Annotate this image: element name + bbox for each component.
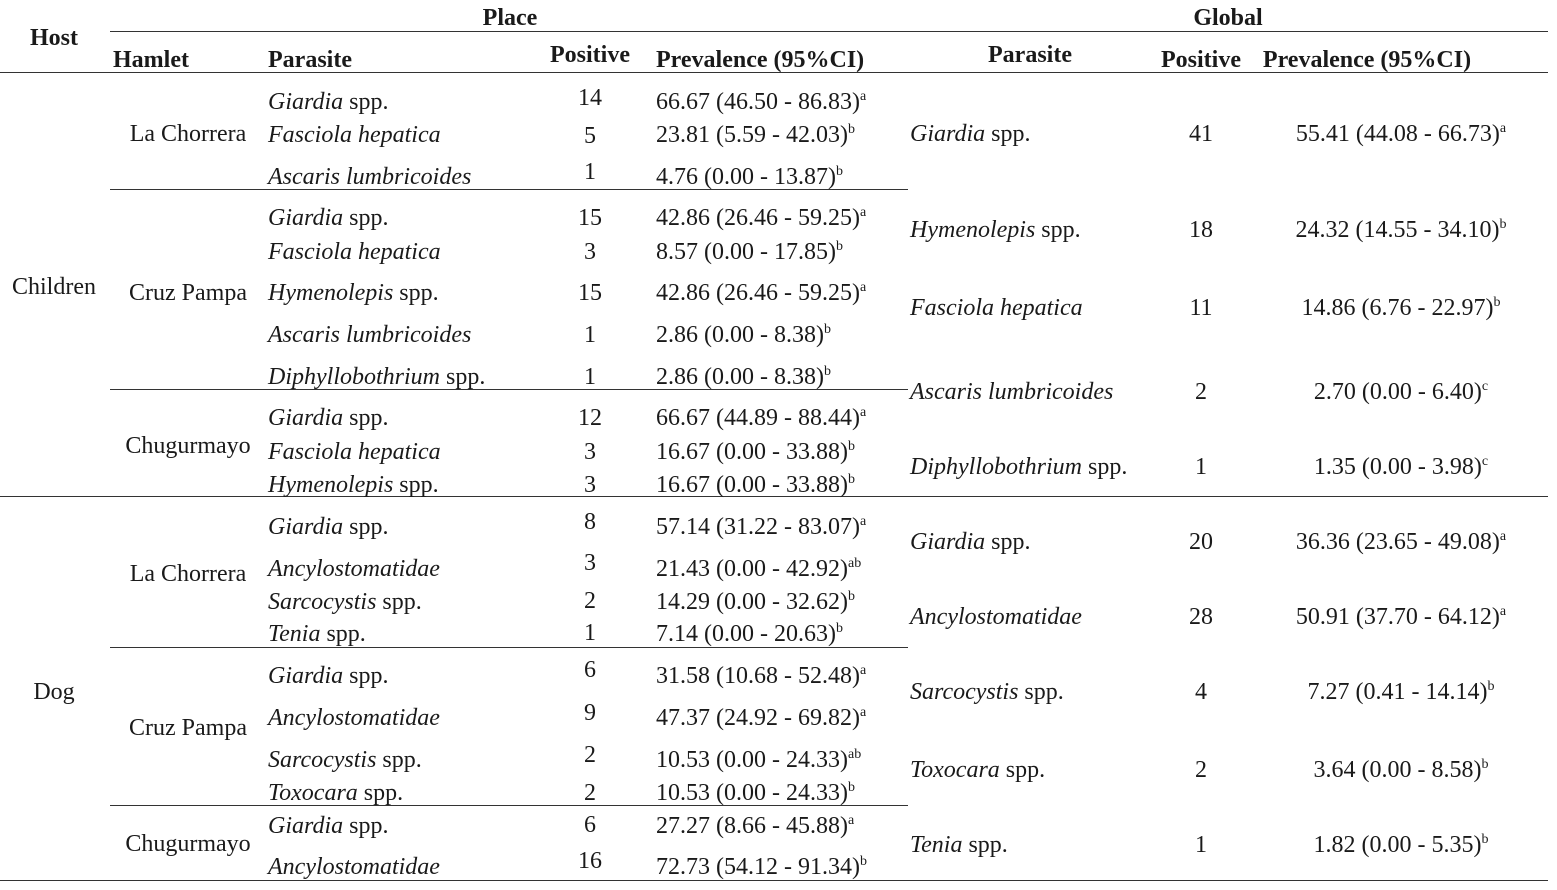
significance-letter: b [1493,295,1501,310]
significance-letter: b [823,322,831,337]
parasite-suffix: spp. [393,472,439,498]
parasite-name: Giardia [910,121,986,147]
parasite-suffix: spp. [1035,217,1081,243]
prevalence-value: 42.86 (26.46 - 59.25) [656,280,860,306]
header-positive: Positive [550,42,630,68]
positive-count: 3 [584,239,596,265]
prevalence-cell [656,622,843,646]
global-positive-count: 2 [1195,379,1207,405]
positive-count: 3 [584,439,596,465]
prevalence-cell [656,240,843,264]
parasite-cell [268,473,439,497]
global-parasite-cell [910,380,1113,404]
significance-letter: c [1481,379,1489,394]
parasite-name: Giardia [268,205,344,231]
parasite-cell [268,781,403,805]
parasite-cell [268,748,422,772]
prevalence-cell [656,590,855,614]
prevalence-value: 27.27 (8.66 - 45.88) [656,813,848,839]
significance-letter: b [835,164,843,179]
global-prevalence-cell [1296,530,1506,554]
prevalence-value: 21.43 (0.00 - 42.92) [656,556,848,582]
prevalence-value: 1.35 (0.00 - 3.98) [1313,454,1482,480]
prevalence-cell [656,664,866,688]
positive-count: 6 [584,812,596,838]
parasite-suffix: spp. [343,405,389,431]
parasite-cell [268,90,388,114]
positive-count: 16 [578,848,602,874]
global-prevalence-cell [1314,380,1488,404]
prevalence-cell [656,855,867,879]
hamlet-children-la-chorrera: La Chorrera [129,121,247,147]
parasite-cell [268,590,422,614]
parasite-cell [268,123,441,147]
parasite-name: Toxocara [910,757,1000,783]
positive-count: 12 [578,405,602,431]
significance-letter: b [823,364,831,379]
significance-letter: b [847,439,855,454]
prevalence-value: 72.73 (54.12 - 91.34) [656,854,860,880]
parasite-name: Sarcocystis [910,679,1019,705]
parasite-name: Ascaris lumbricoides [268,322,472,348]
global-positive-count: 1 [1195,832,1207,858]
parasite-name: Ascaris lumbricoides [910,379,1114,405]
parasite-suffix: spp. [320,621,366,647]
significance-letter: b [847,472,855,487]
prevalence-cell [656,206,866,230]
global-parasite-cell [910,833,1008,857]
global-parasite-cell [910,758,1045,782]
global-positive-count: 2 [1195,757,1207,783]
prevalence-cell [656,323,831,347]
prevalence-value: 7.27 (0.41 - 14.14) [1307,679,1488,705]
global-positive-count: 41 [1189,121,1213,147]
parasite-cell [268,706,440,730]
hamlet-dog-la-chorrera: La Chorrera [129,561,247,587]
prevalence-value: 66.67 (46.50 - 86.83) [656,89,860,115]
parasite-suffix: spp. [985,121,1031,147]
parasite-suffix: spp. [343,813,389,839]
positive-count: 1 [584,620,596,646]
prevalence-cell [656,814,854,838]
parasite-suffix: spp. [440,364,486,390]
parasite-cell [268,206,388,230]
parasite-name: Fasciola hepatica [268,122,441,148]
significance-letter: a [1499,121,1507,136]
positive-count: 1 [584,364,596,390]
prevalence-value: 7.14 (0.00 - 20.63) [656,621,836,647]
prevalence-cell [656,165,843,189]
prevalence-value: 10.53 (0.00 - 24.33) [656,747,848,773]
prevalence-value: 1.82 (0.00 - 5.35) [1313,832,1482,858]
parasite-cell [268,440,441,464]
prevalence-value: 66.67 (44.89 - 88.44) [656,405,860,431]
parasite-name: Hymenolepis [268,280,394,306]
parasite-cell [268,406,388,430]
prevalence-cell [656,281,866,305]
parasite-name: Ascaris lumbricoides [268,164,472,190]
parasite-name: Hymenolepis [910,217,1036,243]
parasite-cell [268,165,471,189]
parasite-name: Giardia [268,514,344,540]
positive-count: 3 [584,550,596,576]
positive-count: 3 [584,472,596,498]
global-prevalence-cell [1302,296,1501,320]
prevalence-value: 36.36 (23.65 - 49.08) [1295,529,1500,555]
global-prevalence-cell [1314,833,1489,857]
significance-letter: a [1499,529,1507,544]
parasite-name: Ancylostomatidae [910,604,1082,630]
table-bottom-rule [0,880,1548,881]
parasite-cell [268,557,440,581]
parasite-cell [268,365,485,389]
prevalence-value: 2.70 (0.00 - 6.40) [1313,379,1482,405]
significance-letter: b [1481,757,1489,772]
header-place: Place [482,5,538,31]
positive-count: 2 [584,742,596,768]
significance-letter: ab [847,556,862,571]
global-positive-count: 1 [1195,454,1207,480]
prevalence-value: 2.86 (0.00 - 8.38) [656,322,824,348]
header-hamlet: Hamlet [113,47,189,73]
parasite-suffix: spp. [343,205,389,231]
header-rule-lower [0,72,1548,73]
parasite-name: Giardia [268,813,344,839]
global-prevalence-cell [1296,122,1506,146]
prevalence-value: 50.91 (37.70 - 64.12) [1295,604,1500,630]
parasite-name: Toxocara [268,780,358,806]
positive-count: 14 [578,85,602,111]
parasite-name: Ancylostomatidae [268,556,440,582]
header-global: Global [1193,5,1263,31]
significance-letter: b [835,239,843,254]
parasite-suffix: spp. [376,747,422,773]
prevalence-value: 47.37 (24.92 - 69.82) [656,705,860,731]
parasite-name: Sarcocystis [268,747,377,773]
prevalence-value: 57.14 (31.22 - 83.07) [656,514,860,540]
prevalence-value: 10.53 (0.00 - 24.33) [656,780,848,806]
significance-letter: b [835,621,843,636]
header-host: Host [30,25,78,51]
header-global-parasite: Parasite [988,42,1072,68]
host-dog: Dog [33,679,75,705]
global-parasite-cell [910,296,1083,320]
prevalence-value: 8.57 (0.00 - 17.85) [656,239,836,265]
hamlet-dog-chugurmayo: Chugurmayo [125,831,251,857]
significance-letter: a [847,813,855,828]
parasite-name: Diphyllobothrium [910,454,1082,480]
positive-count: 8 [584,509,596,535]
prevalence-cell [656,748,861,772]
global-positive-count: 18 [1189,217,1213,243]
prevalence-value: 14.29 (0.00 - 32.62) [656,589,848,615]
hamlet-children-cruz-pampa: Cruz Pampa [129,280,247,306]
prevalence-value: 14.86 (6.76 - 22.97) [1301,295,1494,321]
positive-count: 15 [578,205,602,231]
parasite-suffix: spp. [343,514,389,540]
parasite-cell [268,855,440,879]
positive-count: 9 [584,700,596,726]
header-global-positive: Positive [1161,47,1241,73]
prevalence-cell [656,90,866,114]
positive-count: 2 [584,588,596,614]
header-rule-upper [110,31,1548,32]
significance-letter: b [859,854,867,869]
parasite-name: Fasciola hepatica [268,239,441,265]
positive-count: 2 [584,780,596,806]
parasite-cell [268,323,471,347]
significance-letter: b [1499,217,1507,232]
global-parasite-cell [910,122,1030,146]
global-prevalence-cell [1314,455,1488,479]
prevalence-value: 16.67 (0.00 - 33.88) [656,472,848,498]
host-children: Children [12,274,96,300]
hamlet-dog-cruz-pampa: Cruz Pampa [129,715,247,741]
prevalence-cell [656,781,855,805]
parasite-suffix: spp. [999,757,1046,783]
parasite-name: Hymenolepis [268,472,394,498]
prevalence-cell [656,406,866,430]
parasite-cell [268,622,366,646]
prevalence-value: 4.76 (0.00 - 13.87) [656,164,836,190]
global-parasite-cell [910,680,1064,704]
positive-count: 6 [584,657,596,683]
significance-letter: a [859,89,867,104]
parasite-name: Giardia [268,89,344,115]
parasite-name: Sarcocystis [268,589,377,615]
parasite-suffix: spp. [962,832,1008,858]
parasite-name: Fasciola hepatica [910,295,1083,321]
prevalence-value: 55.41 (44.08 - 66.73) [1295,121,1500,147]
global-parasite-cell [910,218,1081,242]
parasite-name: Giardia [268,405,344,431]
global-prevalence-cell [1314,758,1489,782]
prevalence-value: 24.32 (14.55 - 34.10) [1295,217,1500,243]
header-parasite: Parasite [268,47,352,73]
parasite-suffix: spp. [393,280,439,306]
parasite-cell [268,664,388,688]
global-prevalence-cell [1308,680,1495,704]
parasite-cell [268,281,439,305]
prevalence-value: 42.86 (26.46 - 59.25) [656,205,860,231]
positive-count: 1 [584,159,596,185]
prevalence-cell [656,557,861,581]
prevalence-value: 16.67 (0.00 - 33.88) [656,439,848,465]
parasite-cell [268,240,441,264]
global-positive-count: 20 [1189,529,1213,555]
significance-letter: b [847,780,855,795]
prevalence-value: 23.81 (5.59 - 42.03) [656,122,848,148]
significance-letter: b [1487,679,1495,694]
parasite-name: Giardia [910,529,986,555]
global-prevalence-cell [1296,218,1507,242]
prevalence-cell [656,123,855,147]
global-parasite-cell [910,530,1030,554]
significance-letter: a [859,705,867,720]
significance-letter: a [859,405,867,420]
parasite-name: Giardia [268,663,344,689]
prevalence-value: 3.64 (0.00 - 8.58) [1313,757,1482,783]
significance-letter: a [859,280,867,295]
positive-count: 1 [584,322,596,348]
global-positive-count: 11 [1189,295,1213,321]
header-global-prevalence: Prevalence (95%CI) [1262,47,1472,73]
prevalence-cell [656,706,866,730]
significance-letter: c [1481,454,1489,469]
positive-count: 5 [584,123,596,149]
prevalence-cell [656,365,831,389]
parasite-suffix: spp. [343,89,389,115]
significance-letter: ab [847,747,862,762]
significance-letter: b [847,589,855,604]
parasite-suffix: spp. [1018,679,1064,705]
parasite-name: Ancylostomatidae [268,854,440,880]
global-parasite-cell [910,605,1082,629]
parasite-name: Fasciola hepatica [268,439,441,465]
positive-count: 15 [578,280,602,306]
prevalence-cell [656,473,855,497]
significance-letter: a [859,514,867,529]
prevalence-cell [656,515,866,539]
parasite-suffix: spp. [1082,454,1128,480]
parasite-suffix: spp. [343,663,389,689]
parasite-name: Ancylostomatidae [268,705,440,731]
parasite-cell [268,515,388,539]
parasite-name: Diphyllobothrium [268,364,440,390]
global-positive-count: 4 [1195,679,1207,705]
header-prevalence: Prevalence (95%CI) [656,47,865,73]
prevalence-value: 2.86 (0.00 - 8.38) [656,364,824,390]
significance-letter: a [859,663,867,678]
prevalence-cell [656,440,855,464]
global-prevalence-cell [1296,605,1506,629]
parasite-cell [268,814,388,838]
hamlet-divider [110,647,908,648]
significance-letter: b [1481,832,1489,847]
parasite-suffix: spp. [376,589,422,615]
parasite-name: Tenia [268,621,321,647]
parasite-name: Tenia [910,832,963,858]
parasite-suffix: spp. [985,529,1031,555]
prevalence-value: 31.58 (10.68 - 52.48) [656,663,860,689]
hamlet-children-chugurmayo: Chugurmayo [125,433,251,459]
significance-letter: a [1499,604,1507,619]
global-positive-count: 28 [1189,604,1213,630]
significance-letter: a [859,205,867,220]
global-parasite-cell [910,455,1127,479]
significance-letter: b [847,122,855,137]
parasite-suffix: spp. [357,780,404,806]
